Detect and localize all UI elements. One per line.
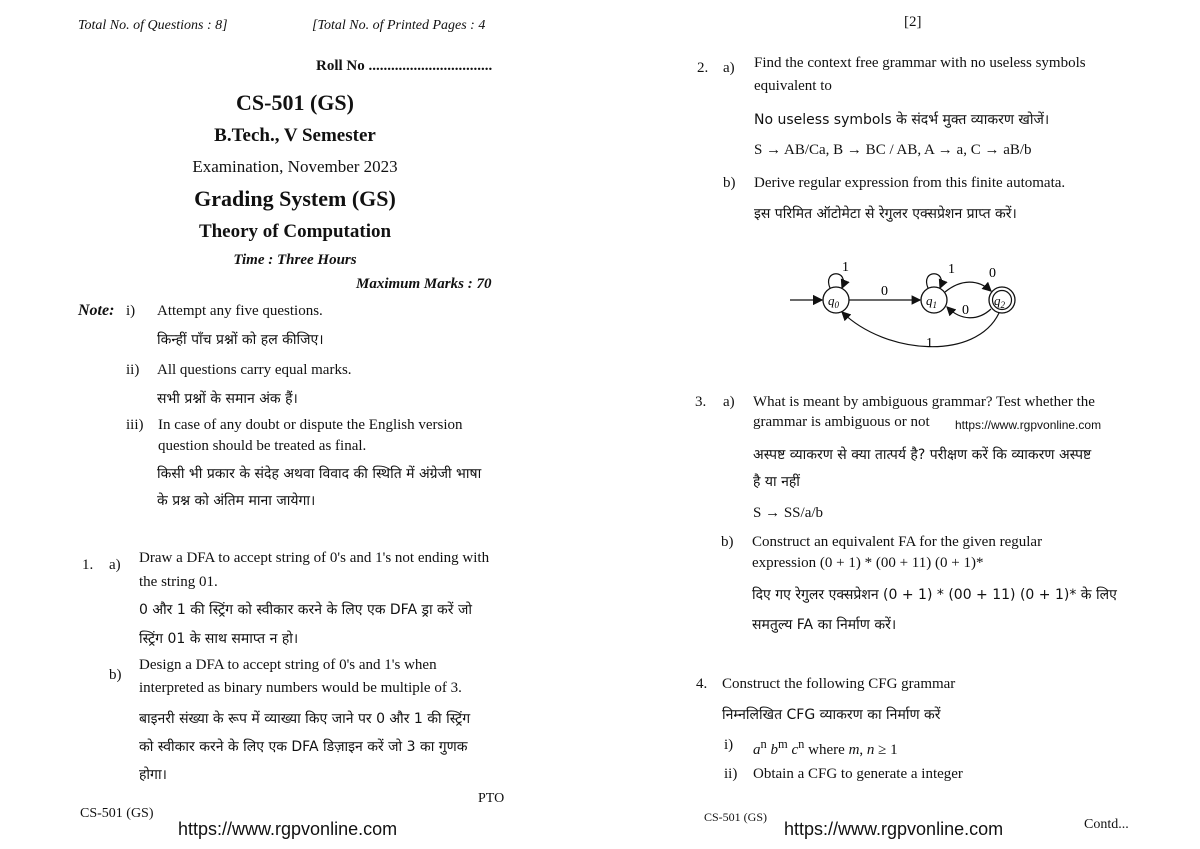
note-2-num: ii) (126, 362, 140, 378)
q2a-hi: No useless symbols के संदर्भ मुक्त व्याकरण खोजें। (754, 112, 1050, 128)
q3b-en-2: expression (0 + 1) * (00 + 11) (0 + 1)* (752, 555, 984, 571)
q3a-grammar: S → SS/a/b (753, 505, 824, 521)
edge-q0-q1-label: 0 (881, 284, 888, 299)
contd-label: Contd... (1084, 817, 1129, 832)
q4-number: 4. (696, 676, 708, 692)
footer-url-right[interactable]: https://www.rgpvonline.com (784, 819, 1004, 839)
q2a-en-1: Find the context free grammar with no useless symbols (754, 55, 1086, 71)
q3a-hi-1: अस्पष्ट व्याकरण से क्या तात्पर्य है? परीक्षण करें कि व्याकरण अस्पष्ट (753, 447, 1092, 463)
q1b-en-1: Design a DFA to accept string of 0's and 1's when (139, 657, 437, 673)
q3a-en-1: What is meant by ambiguous grammar? Test whether the (753, 394, 1095, 410)
q2b-en: Derive regular expression from this finite automata. (754, 175, 1066, 191)
state-q2-label: $q_2$ (994, 293, 1005, 310)
exam-session: Examination, November 2023 (192, 157, 398, 176)
q4-i-text: $a^n$ $b^m$ $c^n$ where m, n ≥ 1 (753, 737, 898, 758)
edge-q0-q0-label: 1 (842, 260, 849, 275)
grading-system: Grading System (GS) (194, 186, 396, 211)
note-1-num: i) (126, 303, 136, 319)
q3b-en-1: Construct an equivalent FA for the given regular (752, 534, 1043, 550)
pto-label: PTO (478, 791, 505, 806)
edge-q1-q1 (927, 274, 942, 288)
note-label: Note: (78, 302, 115, 319)
note-3-en-2: question should be treated as final. (158, 438, 367, 454)
q1b-label: b) (109, 667, 122, 683)
total-pages: [Total No. of Printed Pages : 4 (312, 18, 486, 33)
note-3-hi-1: किसी भी प्रकार के संदेह अथवा विवाद की स्थिति में अंग्रेजी भाषा (157, 466, 482, 482)
q4-en: Construct the following CFG grammar (722, 676, 956, 692)
q1a-hi-2: स्ट्रिंग 01 के साथ समाप्त न हो। (139, 631, 299, 647)
q3a-label: a) (723, 394, 735, 410)
subject-title: Theory of Computation (198, 221, 392, 242)
q4-i-label: i) (724, 737, 734, 753)
edge-q2-q1 (947, 307, 991, 318)
edge-q2-q0-label: 1 (926, 336, 933, 351)
q3b-label: b) (721, 534, 734, 550)
exam-time: Time : Three Hours (233, 252, 357, 268)
state-q1-label: $q_1$ (926, 293, 937, 310)
q2a-label: a) (723, 60, 735, 76)
q4-hi: निम्नलिखित CFG व्याकरण का निर्माण करें (722, 707, 941, 723)
q2b-hi: इस परिमित ऑटोमेटा से रेगुलर एक्सप्रेशन प्राप्त करें। (754, 206, 1017, 222)
q1a-label: a) (109, 557, 121, 573)
footer-url-left[interactable]: https://www.rgpvonline.com (178, 819, 398, 839)
q3a-url[interactable]: https://www.rgpvonline.com (955, 418, 1102, 432)
max-marks: Maximum Marks : 70 (356, 276, 492, 292)
q2-number: 2. (697, 60, 709, 76)
q3a-hi-2: है या नहीं (753, 474, 800, 490)
q1b-hi-3: होगा। (139, 767, 167, 783)
footer-code-left: CS-501 (GS) (80, 806, 154, 821)
q3-number: 3. (695, 394, 707, 410)
note-3-en-1: In case of any doubt or dispute the English version (158, 417, 463, 433)
note-3-hi-2: के प्रश्न को अंतिम माना जायेगा। (157, 493, 316, 509)
q2a-en-2: equivalent to (754, 78, 832, 94)
edge-q2-q1-label: 0 (962, 303, 969, 318)
page-number: [2] (904, 14, 922, 30)
total-questions: Total No. of Questions : 8] (78, 18, 228, 33)
note-1-hi: किन्हीं पाँच प्रश्नों को हल कीजिए। (157, 332, 324, 348)
note-3-num: iii) (126, 417, 144, 433)
degree: B.Tech., V Semester (214, 125, 376, 146)
right-page (600, 0, 1200, 849)
q1a-en-1: Draw a DFA to accept string of 0's and 1's not ending with (139, 550, 490, 566)
roll-no: Roll No ................................. (316, 58, 493, 74)
q1b-hi-1: बाइनरी संख्या के रूप में व्याख्या किए जाने पर 0 और 1 की स्ट्रिंग (139, 711, 471, 727)
q3b-hi-2: समतुल्य FA का निर्माण करें। (752, 617, 897, 633)
edge-q1-q2-label: 0 (989, 266, 996, 281)
footer-code-right: CS-501 (GS) (704, 810, 768, 824)
q2b-label: b) (723, 175, 736, 191)
edge-q1-q2 (945, 282, 991, 292)
note-2-en: All questions carry equal marks. (157, 362, 352, 378)
edge-q1-q1-label: 1 (948, 262, 955, 277)
note-1-en: Attempt any five questions. (157, 303, 323, 319)
q4-ii-label: ii) (724, 766, 738, 782)
q1-number: 1. (82, 557, 94, 573)
state-q0-label: $q_0$ (828, 293, 839, 310)
note-2-hi: सभी प्रश्नों के समान अंक हैं। (157, 391, 298, 407)
q1b-hi-2: को स्वीकार करने के लिए एक DFA डिज़ाइन करें जो 3 का गुणक (139, 739, 468, 755)
q1b-en-2: interpreted as binary numbers would be multiple of 3. (139, 680, 462, 696)
finite-automaton-diagram (786, 255, 1026, 355)
q1a-hi-1: 0 और 1 की स्ट्रिंग को स्वीकार करने के लिए एक DFA ड्रा करें जो (139, 602, 472, 618)
q4-ii-text: Obtain a CFG to generate a integer (753, 766, 963, 782)
q3a-en-2: grammar is ambiguous or not (753, 414, 930, 430)
edge-q0-q0 (829, 274, 844, 288)
q1a-en-2: the string 01. (139, 574, 218, 590)
paper-code: CS-501 (GS) (236, 90, 354, 115)
q3b-hi-1: दिए गए रेगुलर एक्सप्रेशन (0 + 1) * (00 + 11) (0 + 1)* के लिए (752, 587, 1117, 603)
q2a-grammar: S → AB/Ca, B → BC / AB, A → a, C → aB/b (754, 142, 1032, 158)
